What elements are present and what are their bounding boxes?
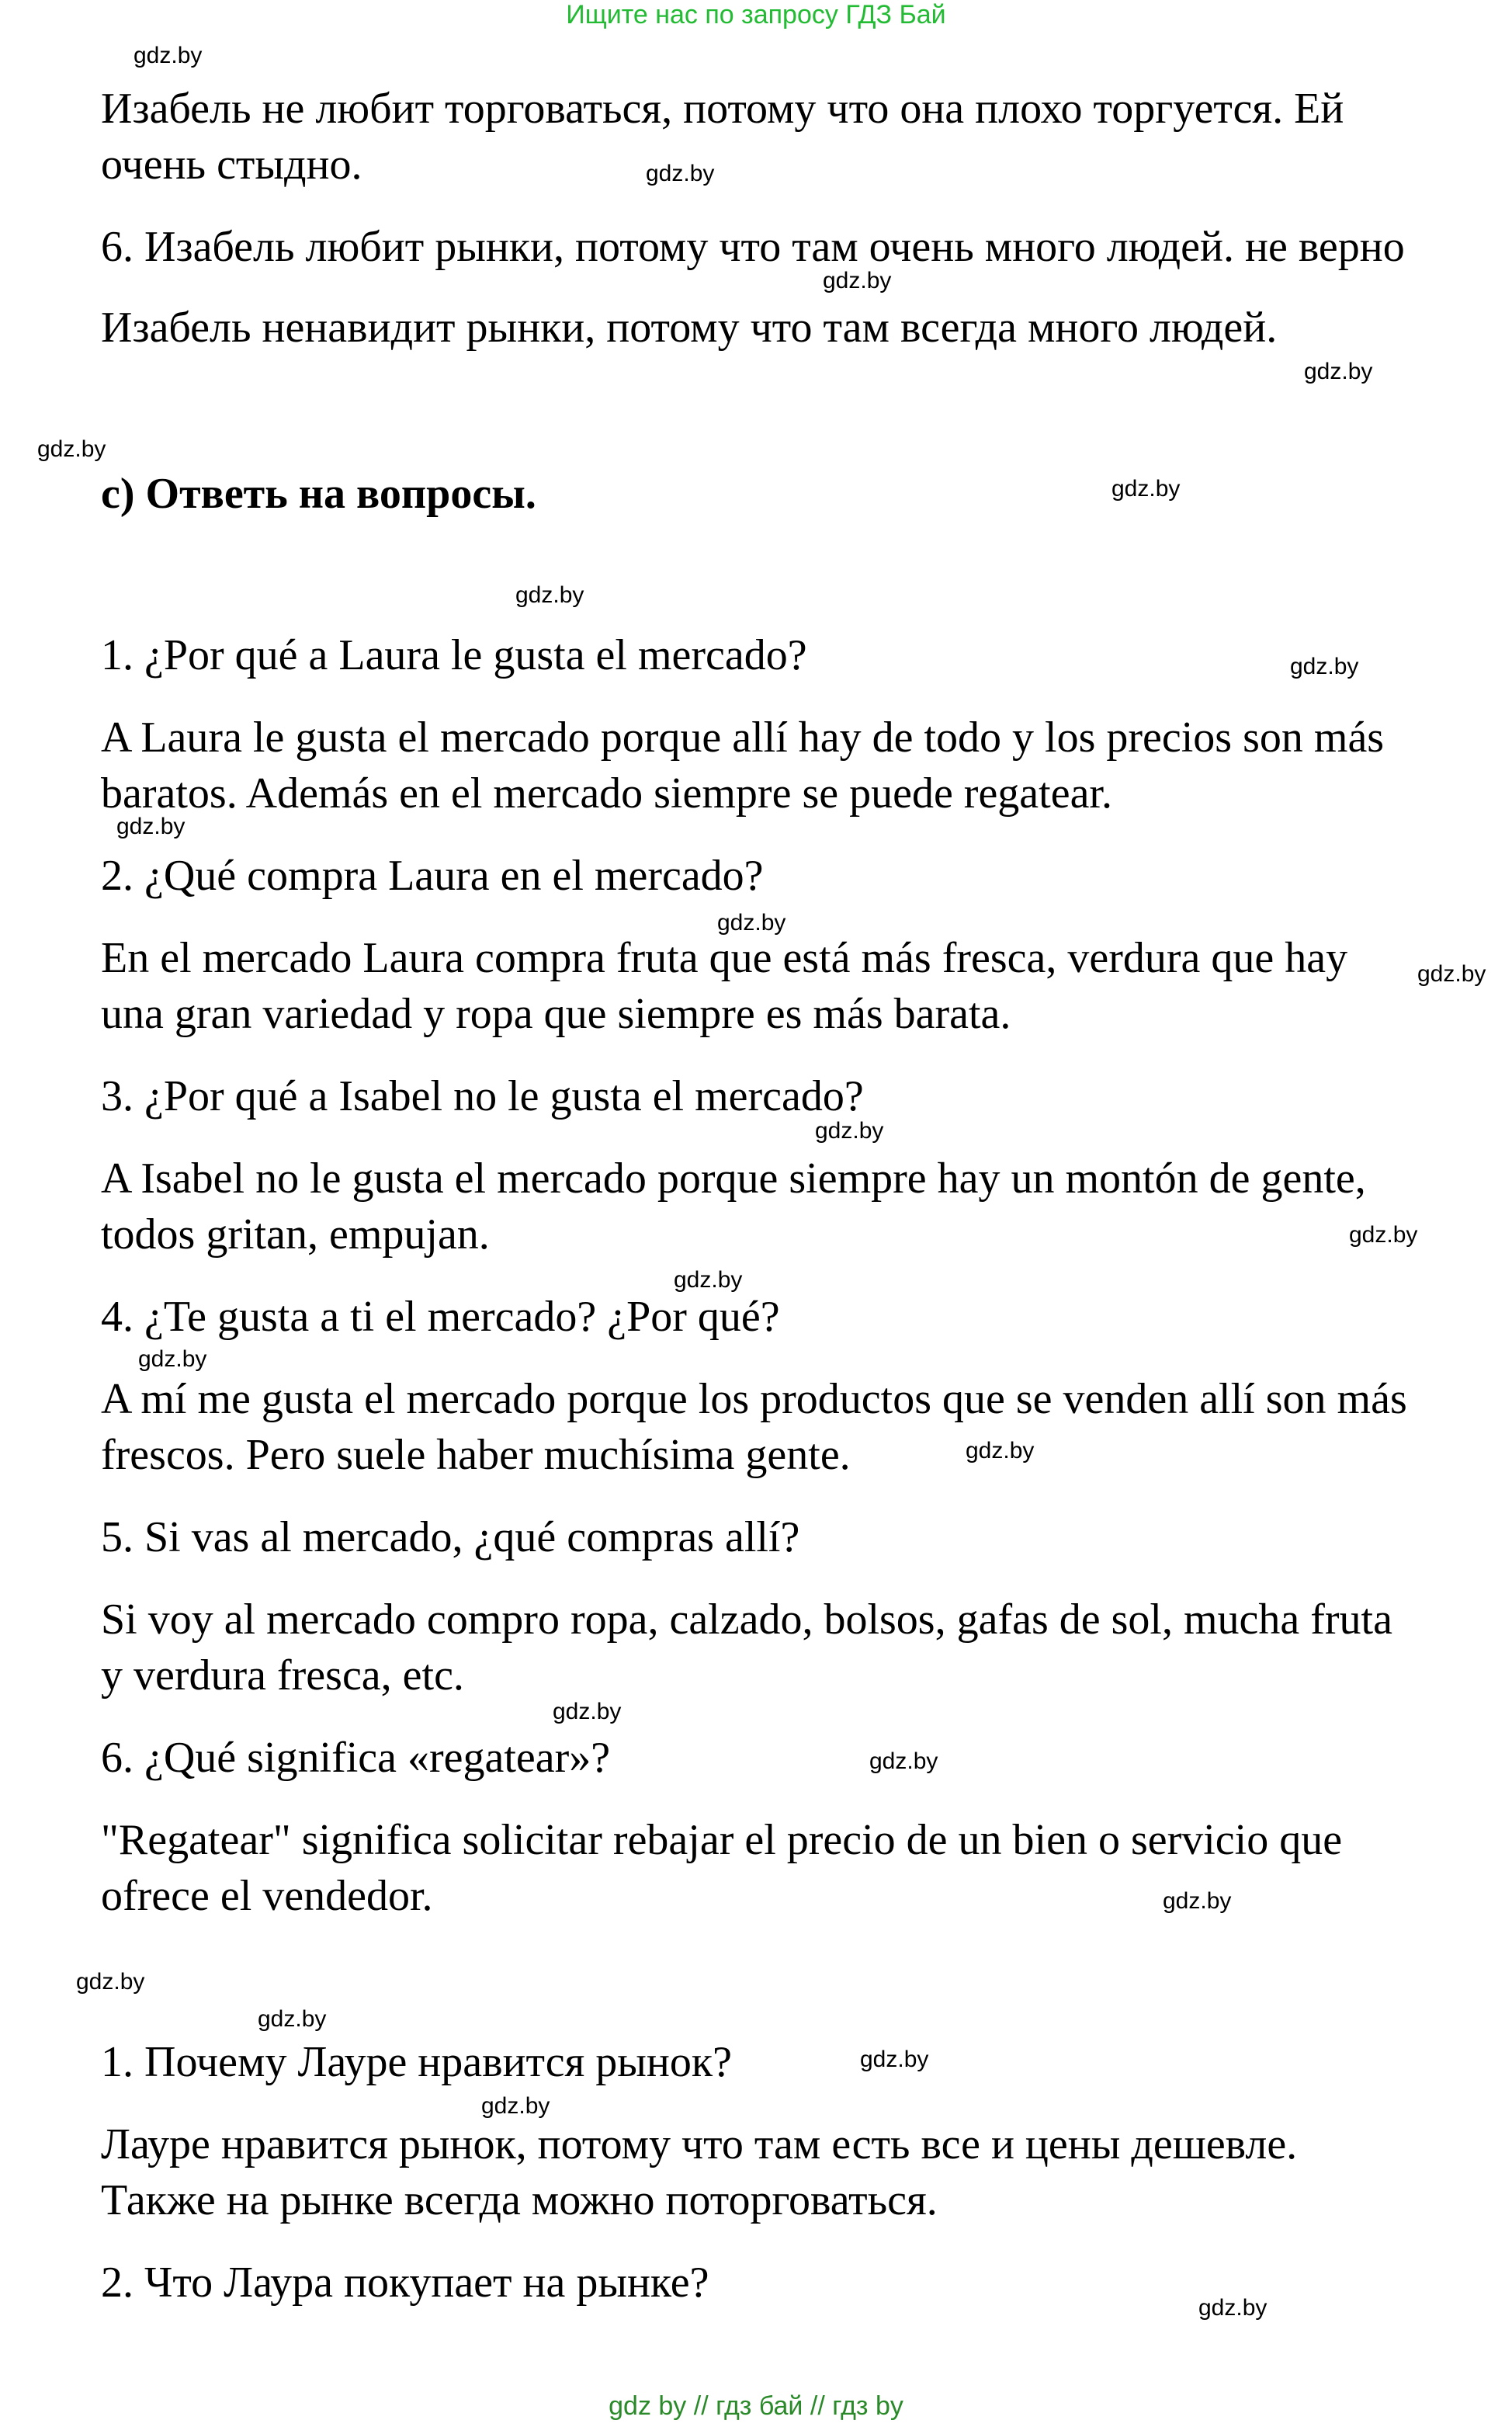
watermark: gdz.by <box>515 582 584 608</box>
answer-line: Лауре нравится рынок, потому что там есть все и цены дешевле. <box>101 2120 1298 2168</box>
watermark: gdz.by <box>76 1969 145 1995</box>
section-heading: c) Ответь на вопросы. <box>101 470 536 518</box>
watermark: gdz.by <box>1198 2295 1268 2321</box>
watermark: gdz.by <box>481 2093 550 2119</box>
top-banner[interactable]: Ищите нас по запросу ГДЗ Бай <box>566 0 946 30</box>
footer-links[interactable]: gdz by // гдз бай // гдз by <box>609 2391 903 2421</box>
answer-line: baratos. Además en el mercado siempre se puede regatear. <box>101 769 1112 818</box>
answer-line: Si voy al mercado compro ropa, calzado, bolsos, gafas de sol, mucha fruta <box>101 1595 1392 1644</box>
answer-line: Также на рынке всегда можно поторговаться. <box>101 2176 938 2224</box>
answer-line: A Isabel no le gusta el mercado porque siempre hay un montón de gente, <box>101 1154 1366 1203</box>
watermark: gdz.by <box>553 1699 622 1724</box>
watermark: gdz.by <box>1290 654 1359 679</box>
text-line: 6. Изабель любит рынки, потому что там очень много людей. не верно <box>101 223 1405 271</box>
watermark: gdz.by <box>134 43 203 68</box>
text-line: очень стыдно. <box>101 141 362 189</box>
text-line: Изабель не любит торговаться, потому что она плохо торгуется. Ей <box>101 85 1344 133</box>
watermark: gdz.by <box>116 814 186 839</box>
watermark: gdz.by <box>869 1748 938 1774</box>
answer-line: una gran variedad y ropa que siempre es más barata. <box>101 990 1011 1038</box>
text-line: Изабель ненавидит рынки, потому что там всегда много людей. <box>101 304 1278 352</box>
watermark: gdz.by <box>37 436 106 462</box>
watermark: gdz.by <box>674 1267 743 1293</box>
question: 5. Si vas al mercado, ¿qué compras allí? <box>101 1513 800 1561</box>
watermark: gdz.by <box>646 161 715 186</box>
watermark: gdz.by <box>1111 476 1181 502</box>
question: 2. Что Лаура покупает на рынке? <box>101 2259 709 2307</box>
answer-line: "Regatear" significa solicitar rebajar el precio de un bien o servicio que <box>101 1816 1343 1864</box>
watermark: gdz.by <box>258 2006 327 2032</box>
question: 1. ¿Por qué a Laura le gusta el mercado? <box>101 631 807 679</box>
question: 4. ¿Te gusta a ti el mercado? ¿Por qué? <box>101 1293 780 1341</box>
question: 3. ¿Por qué a Isabel no le gusta el mercado? <box>101 1072 864 1120</box>
question: 6. ¿Qué significa «regatear»? <box>101 1734 611 1782</box>
answer-line: frescos. Pero suele haber muchísima gente. <box>101 1431 851 1479</box>
answer-line: y verdura fresca, etc. <box>101 1651 464 1700</box>
watermark: gdz.by <box>1163 1888 1232 1914</box>
answer-line: A mí me gusta el mercado porque los productos que se venden allí son más <box>101 1375 1407 1423</box>
watermark: gdz.by <box>1417 961 1486 987</box>
answer-line: En el mercado Laura compra fruta que está más fresca, verdura que hay <box>101 934 1348 982</box>
answer-line: todos gritan, empujan. <box>101 1210 490 1259</box>
question: 2. ¿Qué compra Laura en el mercado? <box>101 852 764 900</box>
answer-line: ofrece el vendedor. <box>101 1872 433 1920</box>
watermark: gdz.by <box>860 2047 929 2072</box>
watermark: gdz.by <box>138 1346 207 1372</box>
answer-line: A Laura le gusta el mercado porque allí hay de todo y los precios son más <box>101 714 1385 762</box>
watermark: gdz.by <box>1349 1222 1418 1248</box>
watermark: gdz.by <box>1304 359 1373 384</box>
question: 1. Почему Лауре нравится рынок? <box>101 2038 732 2086</box>
watermark: gdz.by <box>823 268 892 293</box>
watermark: gdz.by <box>815 1118 884 1144</box>
watermark: gdz.by <box>966 1438 1035 1463</box>
watermark: gdz.by <box>717 910 786 936</box>
